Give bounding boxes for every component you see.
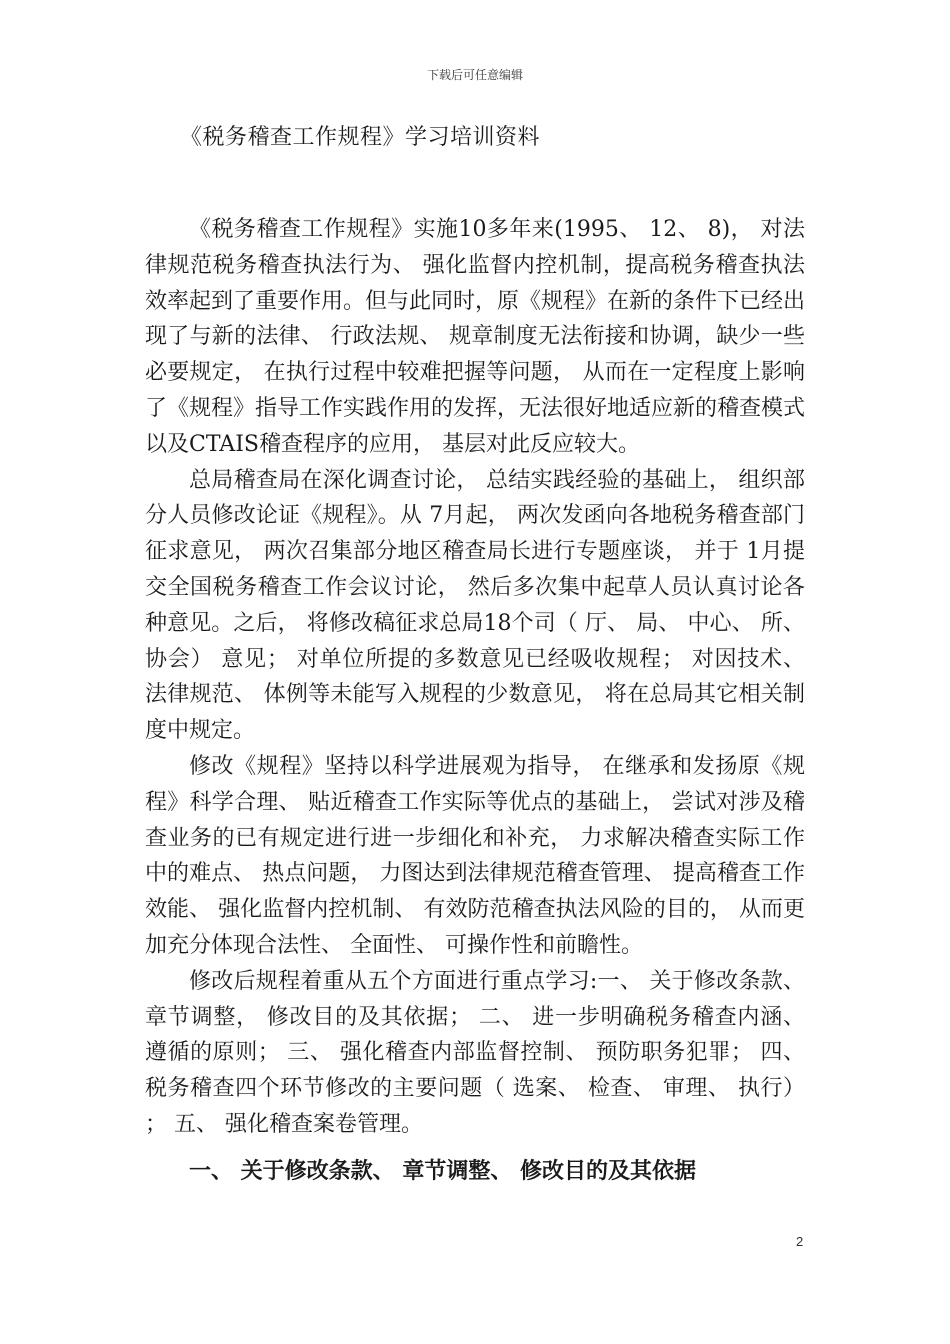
paragraph: 总局稽查局在深化调查讨论， 总结实践经验的基础上， 组织部分人员修改论证《规程》。从 7月起， 两次发函向各地税务稽查部门征求意见， 两次召集部分地区稽查局长进行专题座谈， 并于 1月提交全国税务稽查工作会议讨论， 然后多次集中起草人员认真讨论各种意见。之后， 将修改稿征求总局18个司（ 厅、 局、 中心、 所、 协会） 意见； 对单位所提的多数意见已经吸收规程； 对因技术、 法律规范、 体例等未能写入规程的少数意见， 将在总局其它相关制度中规定。: [145, 467, 805, 744]
paragraph: 修改《规程》坚持以科学进展观为指导， 在继承和发扬原《规程》科学合理、 贴近稽查工作实际等优点的基础上， 尝试对涉及稽查业务的已有规定进行进一步细化和补充， 力求解决稽查实际工作中的难点、 热点问题， 力图达到法律规范稽查管理、 提高稽查工作效能、 强化监督内控机制、 有效防范稽查执法风险的目的， 从而更加充分体现合法性、 全面性、 可操作性和前瞻性。: [145, 753, 805, 958]
paragraph: 《税务稽查工作规程》实施10多年来(1995、 12、 8)， 对法律规范税务稽查执法行为、 强化监督内控机制，提高税务稽查执法效率起到了重要作用。但与此同时，原《规程》在新的条件下已经出现了与新的法律、 行政法规、 规章制度无法衔接和协调，缺少一些必要规定， 在执行过程中较难把握等问题， 从而在一定程度上影响了《规程》指导工作实践作用的发挥，无法很好地适应新的稽查模式以及CTAIS稽查程序的应用， 基层对此反应较大。: [145, 217, 806, 457]
section-heading: 一、 关于修改条款、 章节调整、 修改目的及其依据: [189, 1159, 696, 1184]
document-body: [145, 212, 805, 1143]
header-note: 下载后可任意编辑: [426, 68, 523, 82]
document-title: 《税务稽查工作规程》学习培训资料: [180, 125, 541, 150]
page-number: 2: [796, 1234, 804, 1249]
paragraph: 修改后规程着重从五个方面进行重点学习:一、 关于修改条款、 章节调整， 修改目的及其依据； 二、 进一步明确税务稽查内涵、 遵循的原则； 三、 强化稽查内部监督控制、 预防职务犯罪； 四、 税务稽查四个环节修改的主要问题（ 选案、 检查、 审理、 执行） ； 五、 强化稽查案卷管理。: [145, 968, 805, 1137]
